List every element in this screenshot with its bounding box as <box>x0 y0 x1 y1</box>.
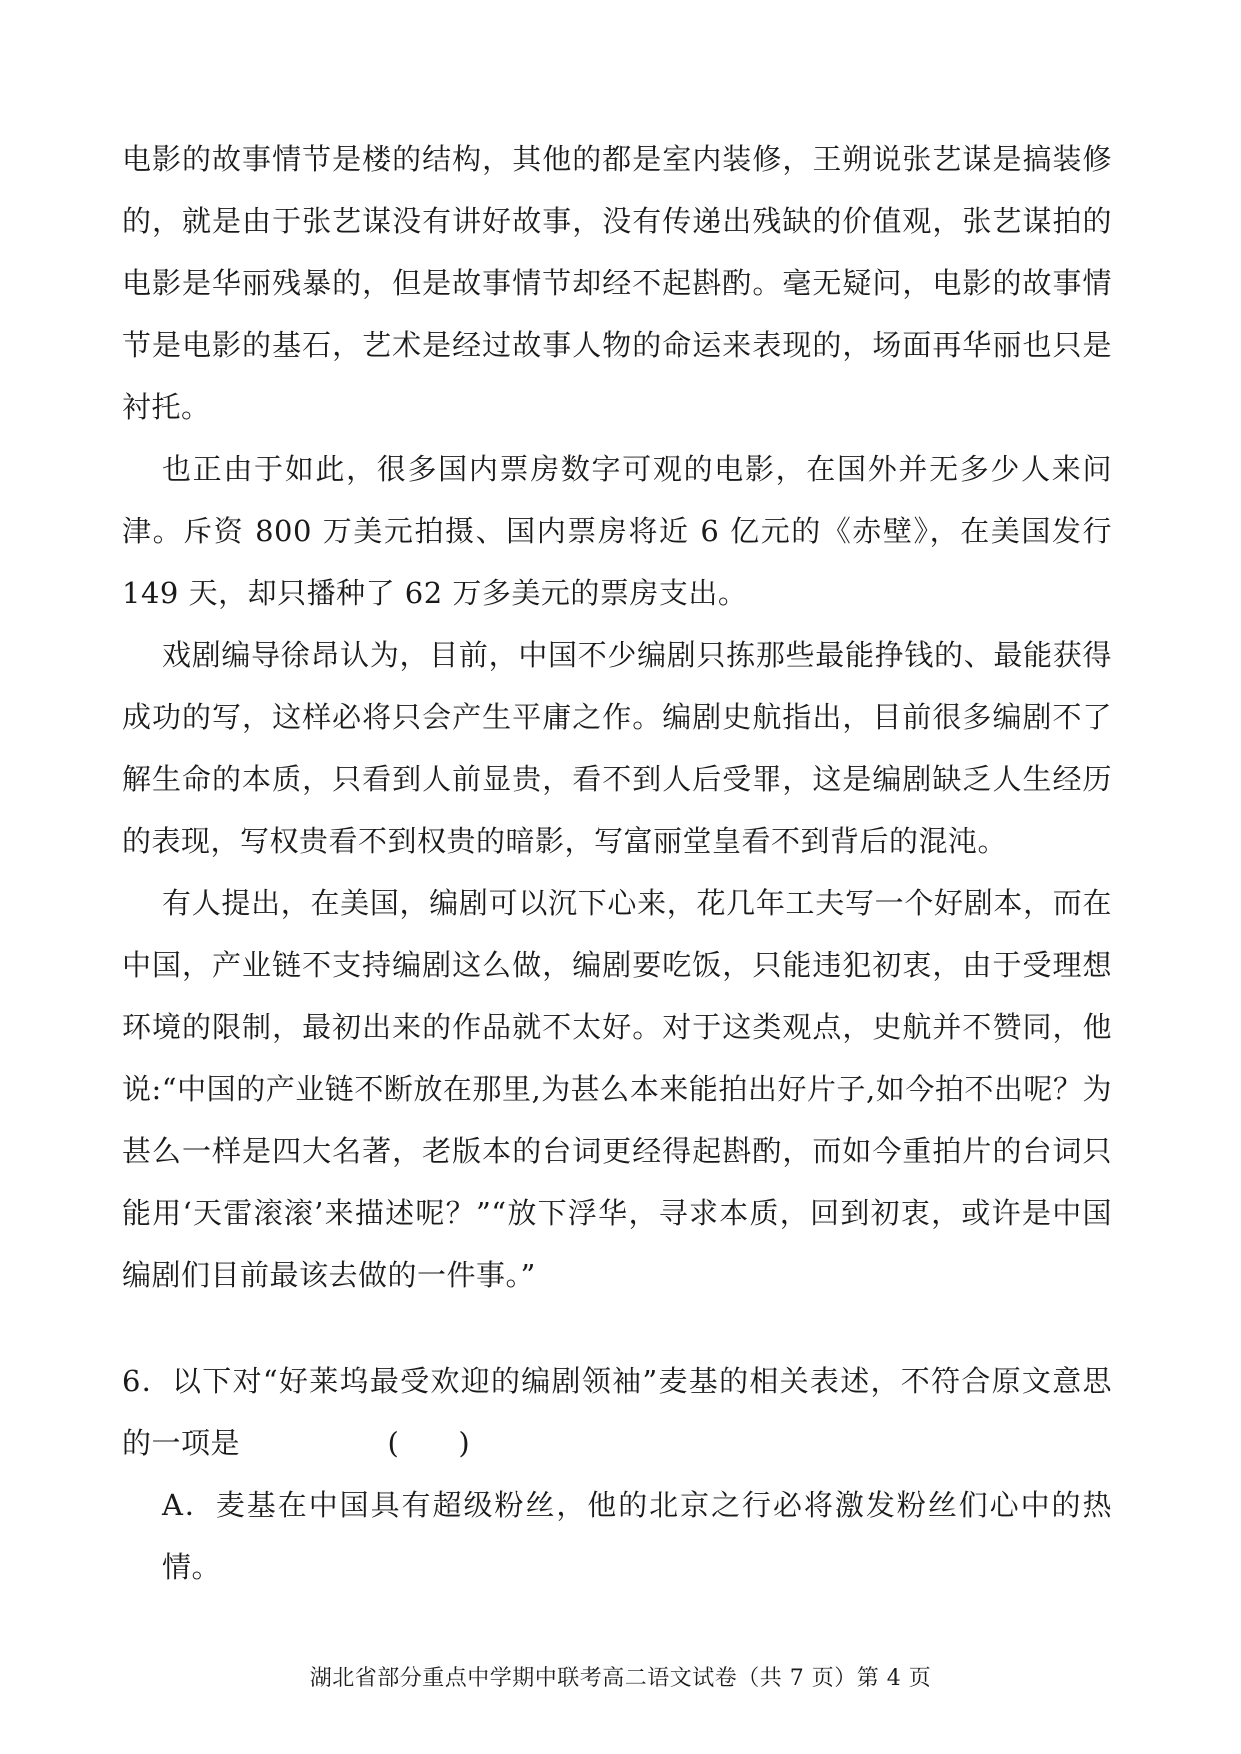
page-footer: 湖北省部分重点中学期中联考高二语文试卷（共 7 页）第 4 页 <box>309 1666 932 1691</box>
paragraph-2: 也正由于如此，很多国内票房数字可观的电影，在国外并无多少人来问津。斥资 800 万美元拍摄、国内票房将近 6 亿元的《赤壁》，在美国发行 149 天，却只播种了 62 万多美元的票房支出。 <box>122 452 1112 610</box>
question-6-option-a: A．麦基在中国具有超级粉丝，他的北京之行必将激发粉丝们心中的热情。 <box>162 1488 1112 1584</box>
paragraph-1: 电影的故事情节是楼的结构，其他的都是室内装修，王朔说张艺谋是搞装修的，就是由于张艺谋没有讲好故事，没有传递出残缺的价值观，张艺谋拍的电影是华丽残暴的，但是故事情节却经不起斟酌。毫无疑问，电影的故事情节是电影的基石，艺术是经过故事人物的命运来表现的，场面再华丽也只是衬托。 <box>122 142 1112 424</box>
page-content <box>122 128 1112 1598</box>
paragraph-3: 戏剧编导徐昂认为，目前，中国不少编剧只拣那些最能挣钱的、最能获得成功的写，这样必将只会产生平庸之作。编剧史航指出，目前很多编剧不了解生命的本质，只看到人前显贵，看不到人后受罪，这是编剧缺乏人生经历的表现，写权贵看不到权贵的暗影，写富丽堂皇看不到背后的混沌。 <box>122 638 1112 858</box>
question-6-stem: 6．以下对“好莱坞最受欢迎的编剧领袖”麦基的相关表述，不符合原文意思的一项是 ( ) <box>122 1364 1112 1460</box>
paragraph-4: 有人提出，在美国，编剧可以沉下心来，花几年工夫写一个好剧本，而在中国，产业链不支持编剧这么做，编剧要吃饭，只能违犯初衷，由于受理想环境的限制，最初出来的作品就不太好。对于这类观点，史航并不赞同，他说:“中国的产业链不断放在那里,为甚么本来能拍出好片子,如今拍不出呢？为甚么一样是四大名著，老版本的台词更经得起斟酌，而如今重拍片的台词只能用‘天雷滚滚’来描述呢？”“放下浮华，寻求本质，回到初衷，或许是中国编剧们目前最该去做的一件事。” <box>122 886 1112 1292</box>
